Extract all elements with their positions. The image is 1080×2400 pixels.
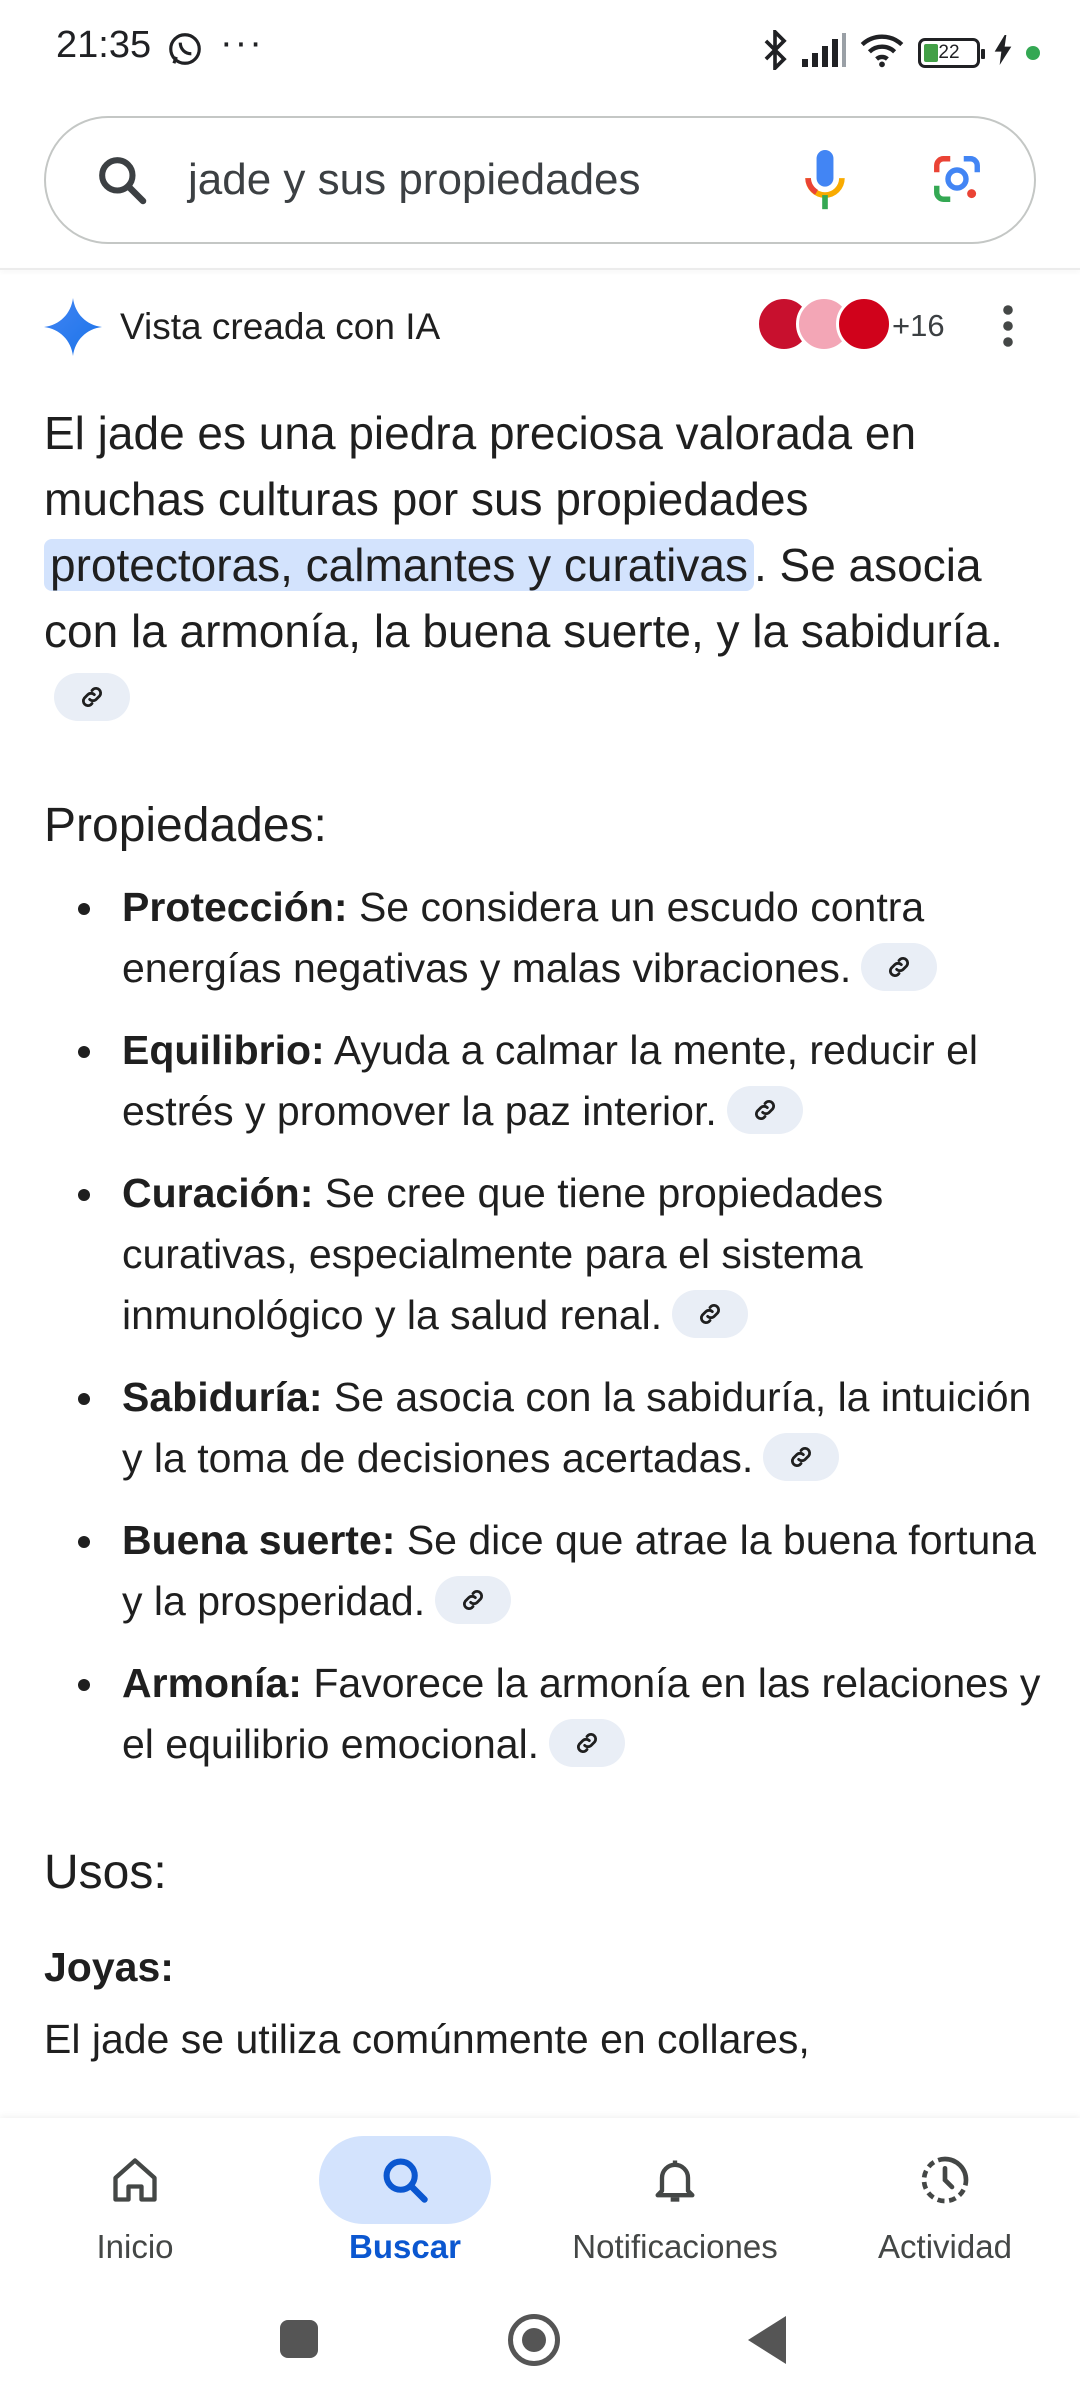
source-favicons[interactable]	[756, 296, 896, 356]
list-item	[122, 1367, 1044, 1489]
joyas-title: Joyas:	[44, 1944, 174, 1990]
nav-item-inicio[interactable]	[0, 2118, 270, 2290]
recents-button[interactable]	[280, 2320, 318, 2358]
header-divider	[0, 268, 1080, 270]
intro-text: El jade es una piedra preciosa valorada en muchas culturas por sus propiedades	[44, 407, 917, 525]
source-link-chip[interactable]	[672, 1290, 748, 1338]
nav-label: Inicio	[96, 2228, 174, 2265]
bell-icon	[649, 2154, 701, 2206]
list-item	[122, 1163, 1044, 1346]
ai-overview-title: Vista creada con IA	[120, 306, 441, 347]
more-options-icon[interactable]	[998, 302, 1018, 355]
battery-icon	[918, 38, 980, 68]
home-button[interactable]	[508, 2314, 560, 2366]
nav-label: Buscar	[349, 2228, 461, 2265]
item-text: Se asocia con la sabiduría, la intuición y la toma de decisiones acertadas.	[122, 1374, 1032, 1481]
ai-overview-content	[44, 400, 1044, 2070]
sources-count[interactable]: +16	[892, 308, 945, 343]
bottom-navigation	[0, 2118, 1080, 2290]
nav-item-actividad[interactable]	[810, 2118, 1080, 2290]
status-bar	[0, 0, 1080, 100]
google-lens-icon[interactable]	[930, 152, 984, 211]
link-icon	[787, 1443, 815, 1471]
nav-item-notificaciones[interactable]	[540, 2118, 810, 2290]
gemini-spark-icon	[44, 298, 102, 361]
back-button[interactable]	[748, 2316, 786, 2364]
list-item	[122, 1510, 1044, 1632]
properties-title: Propiedades:	[44, 799, 327, 852]
joyas-text: El jade se utiliza comúnmente en collares,	[44, 2016, 810, 2062]
mic-icon[interactable]	[804, 150, 846, 217]
charging-icon	[994, 35, 1012, 70]
source-link-chip[interactable]	[54, 673, 130, 721]
nav-item-buscar[interactable]	[270, 2118, 540, 2290]
source-link-chip[interactable]	[549, 1719, 625, 1767]
bluetooth-icon	[762, 30, 788, 75]
more-notifications-icon: ···	[220, 22, 264, 64]
nav-label: Notificaciones	[572, 2228, 778, 2265]
privacy-indicator-dot	[1026, 46, 1040, 60]
link-icon	[573, 1729, 601, 1757]
intro-paragraph	[44, 400, 1044, 730]
activity-icon	[917, 2152, 973, 2208]
source-link-chip[interactable]	[763, 1433, 839, 1481]
search-icon[interactable]	[94, 152, 150, 213]
source-favicon[interactable]	[836, 296, 892, 352]
link-icon	[78, 683, 106, 711]
system-navigation-bar	[0, 2290, 1080, 2400]
link-icon	[459, 1586, 487, 1614]
item-text: Ayuda a calmar la mente, reducir el estrés y promover la paz interior.	[122, 1027, 979, 1134]
ai-overview-header	[0, 290, 1080, 362]
link-icon	[696, 1300, 724, 1328]
status-time: 21:35	[56, 24, 152, 66]
search-bar[interactable]	[44, 116, 1036, 244]
list-item	[122, 1020, 1044, 1142]
intro-text-end: . Se asocia con la armonía, la buena suerte, y la sabiduría.	[44, 539, 1003, 657]
item-text: Favorece la armonía en las relaciones y el equilibrio emocional.	[122, 1660, 1041, 1767]
list-item	[122, 1653, 1044, 1775]
search-icon	[379, 2154, 431, 2206]
item-text: Se cree que tiene propiedades curativas, especialmente para el sistema inmunológico y la salud renal.	[122, 1170, 884, 1338]
item-term: Curación:	[122, 1170, 314, 1216]
search-input[interactable]: jade y sus propiedades	[188, 155, 641, 204]
properties-list	[44, 877, 1044, 1775]
battery-level: 22	[938, 41, 960, 63]
wifi-icon	[860, 32, 904, 73]
item-term: Buena suerte:	[122, 1517, 396, 1563]
link-icon	[751, 1096, 779, 1124]
link-icon	[885, 953, 913, 981]
item-term: Protección:	[122, 884, 348, 930]
intro-highlight[interactable]: protectoras, calmantes y curativas	[44, 539, 754, 591]
list-item	[122, 877, 1044, 999]
item-term: Equilibrio:	[122, 1027, 325, 1073]
uses-title: Usos:	[44, 1846, 167, 1899]
nav-label: Actividad	[878, 2228, 1012, 2265]
signal-icon	[802, 33, 846, 72]
item-term: Sabiduría:	[122, 1374, 323, 1420]
source-link-chip[interactable]	[435, 1576, 511, 1624]
whatsapp-icon	[166, 30, 204, 73]
source-link-chip[interactable]	[727, 1086, 803, 1134]
item-text: Se considera un escudo contra energías negativas y malas vibraciones.	[122, 884, 925, 991]
home-icon	[109, 2154, 161, 2206]
item-text: Se dice que atrae la buena fortuna y la prosperidad.	[122, 1517, 1036, 1624]
source-link-chip[interactable]	[861, 943, 937, 991]
item-term: Armonía:	[122, 1660, 302, 1706]
